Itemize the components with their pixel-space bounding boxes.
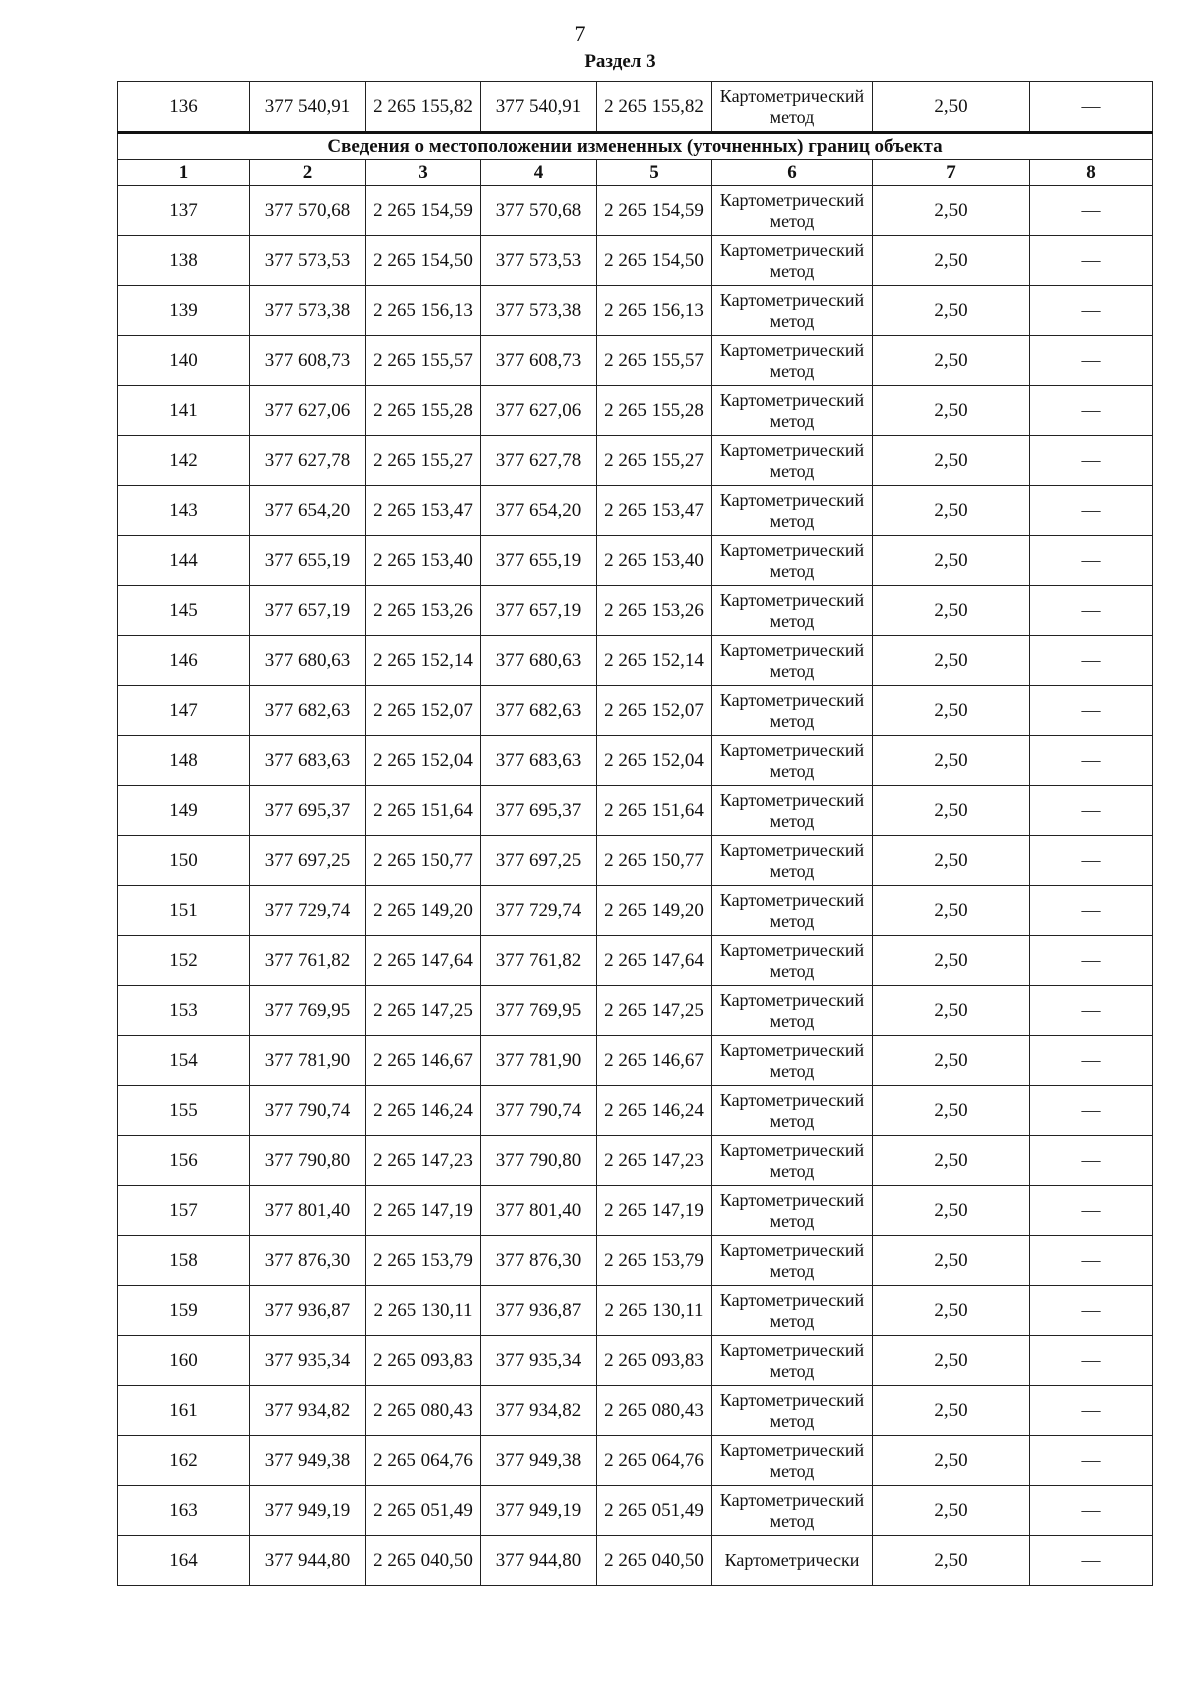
table-caption: Сведения о местоположении измененных (уточненных) границ объекта bbox=[118, 133, 1153, 160]
point-number-cell: 164 bbox=[118, 1536, 250, 1586]
accuracy-cell: 2,50 bbox=[873, 1536, 1030, 1586]
point-number-cell: 162 bbox=[118, 1436, 250, 1486]
x-existing-cell: 377 657,19 bbox=[250, 586, 366, 636]
description-cell: — bbox=[1030, 1136, 1153, 1186]
table-row bbox=[118, 1236, 1153, 1286]
table-row bbox=[118, 886, 1153, 936]
x-refined-cell: 377 801,40 bbox=[481, 1186, 597, 1236]
point-number-cell: 152 bbox=[118, 936, 250, 986]
table-row bbox=[118, 786, 1153, 836]
table-row bbox=[118, 586, 1153, 636]
y-existing-cell: 2 265 149,20 bbox=[366, 886, 481, 936]
point-number-cell: 146 bbox=[118, 636, 250, 686]
accuracy-cell: 2,50 bbox=[873, 736, 1030, 786]
accuracy-cell: 2,50 bbox=[873, 886, 1030, 936]
accuracy-cell: 2,50 bbox=[873, 1486, 1030, 1536]
y-existing-cell: 2 265 154,50 bbox=[366, 236, 481, 286]
point-number-cell: 150 bbox=[118, 836, 250, 886]
y-refined-cell: 2 265 130,11 bbox=[597, 1286, 712, 1336]
x-existing-cell: 377 608,73 bbox=[250, 336, 366, 386]
y-existing-cell: 2 265 153,79 bbox=[366, 1236, 481, 1286]
accuracy-cell: 2,50 bbox=[873, 586, 1030, 636]
description-cell: — bbox=[1030, 836, 1153, 886]
accuracy-cell: 2,50 bbox=[873, 1186, 1030, 1236]
method-cell: Картометрический метод bbox=[712, 836, 873, 886]
description-cell: — bbox=[1030, 786, 1153, 836]
accuracy-cell: 2,50 bbox=[873, 1386, 1030, 1436]
accuracy-cell: 2,50 bbox=[873, 786, 1030, 836]
y-refined-cell: 2 265 147,23 bbox=[597, 1136, 712, 1186]
coordinates-table bbox=[117, 81, 1153, 1586]
y-refined-cell: 2 265 152,07 bbox=[597, 686, 712, 736]
x-existing-cell: 377 949,38 bbox=[250, 1436, 366, 1486]
method-cell: Картометрический метод bbox=[712, 586, 873, 636]
x-refined-cell: 377 657,19 bbox=[481, 586, 597, 636]
method-cell: Картометрический метод bbox=[712, 1486, 873, 1536]
method-cell: Картометрический метод bbox=[712, 82, 873, 133]
accuracy-cell: 2,50 bbox=[873, 82, 1030, 133]
x-existing-cell: 377 876,30 bbox=[250, 1236, 366, 1286]
table-row bbox=[118, 436, 1153, 486]
method-cell: Картометрический метод bbox=[712, 786, 873, 836]
y-refined-cell: 2 265 147,64 bbox=[597, 936, 712, 986]
table-row bbox=[118, 286, 1153, 336]
table-row bbox=[118, 336, 1153, 386]
point-number-cell: 156 bbox=[118, 1136, 250, 1186]
y-existing-cell: 2 265 155,27 bbox=[366, 436, 481, 486]
method-cell: Картометрический метод bbox=[712, 886, 873, 936]
accuracy-cell: 2,50 bbox=[873, 686, 1030, 736]
description-cell: — bbox=[1030, 986, 1153, 1036]
x-refined-cell: 377 790,80 bbox=[481, 1136, 597, 1186]
table-row bbox=[118, 536, 1153, 586]
y-existing-cell: 2 265 156,13 bbox=[366, 286, 481, 336]
x-refined-cell: 377 761,82 bbox=[481, 936, 597, 986]
accuracy-cell: 2,50 bbox=[873, 1336, 1030, 1386]
description-cell: — bbox=[1030, 1536, 1153, 1586]
x-existing-cell: 377 790,74 bbox=[250, 1086, 366, 1136]
y-refined-cell: 2 265 155,28 bbox=[597, 386, 712, 436]
x-existing-cell: 377 761,82 bbox=[250, 936, 366, 986]
y-existing-cell: 2 265 146,67 bbox=[366, 1036, 481, 1086]
y-existing-cell: 2 265 147,25 bbox=[366, 986, 481, 1036]
accuracy-cell: 2,50 bbox=[873, 536, 1030, 586]
table-body bbox=[118, 186, 1153, 1586]
x-existing-cell: 377 627,78 bbox=[250, 436, 366, 486]
x-refined-cell: 377 570,68 bbox=[481, 186, 597, 236]
table-row bbox=[118, 236, 1153, 286]
y-refined-cell: 2 265 147,19 bbox=[597, 1186, 712, 1236]
y-refined-cell: 2 265 154,59 bbox=[597, 186, 712, 236]
y-refined-cell: 2 265 152,14 bbox=[597, 636, 712, 686]
point-number-cell: 138 bbox=[118, 236, 250, 286]
point-number-cell: 144 bbox=[118, 536, 250, 586]
accuracy-cell: 2,50 bbox=[873, 186, 1030, 236]
table-row bbox=[118, 1286, 1153, 1336]
description-cell: — bbox=[1030, 936, 1153, 986]
x-existing-cell: 377 790,80 bbox=[250, 1136, 366, 1186]
accuracy-cell: 2,50 bbox=[873, 1236, 1030, 1286]
description-cell: — bbox=[1030, 236, 1153, 286]
x-existing-cell: 377 573,53 bbox=[250, 236, 366, 286]
x-existing-cell: 377 695,37 bbox=[250, 786, 366, 836]
method-cell: Картометрический метод bbox=[712, 1036, 873, 1086]
y-existing-cell: 2 265 155,28 bbox=[366, 386, 481, 436]
column-number-cell: 6 bbox=[712, 160, 873, 186]
y-existing-cell: 2 265 147,19 bbox=[366, 1186, 481, 1236]
method-cell: Картометрический метод bbox=[712, 186, 873, 236]
table-row bbox=[118, 636, 1153, 686]
x-existing-cell: 377 935,34 bbox=[250, 1336, 366, 1386]
y-refined-cell: 2 265 151,64 bbox=[597, 786, 712, 836]
point-number-cell: 151 bbox=[118, 886, 250, 936]
x-refined-cell: 377 697,25 bbox=[481, 836, 597, 886]
y-refined-cell: 2 265 154,50 bbox=[597, 236, 712, 286]
x-refined-cell: 377 936,87 bbox=[481, 1286, 597, 1336]
y-refined-cell: 2 265 146,24 bbox=[597, 1086, 712, 1136]
table-caption-row bbox=[118, 133, 1153, 160]
accuracy-cell: 2,50 bbox=[873, 486, 1030, 536]
method-cell: Картометрический метод bbox=[712, 1286, 873, 1336]
column-number-cell: 5 bbox=[597, 160, 712, 186]
table-row bbox=[118, 686, 1153, 736]
accuracy-cell: 2,50 bbox=[873, 336, 1030, 386]
x-refined-cell: 377 790,74 bbox=[481, 1086, 597, 1136]
x-existing-cell: 377 573,38 bbox=[250, 286, 366, 336]
accuracy-cell: 2,50 bbox=[873, 1286, 1030, 1336]
description-cell: — bbox=[1030, 1186, 1153, 1236]
accuracy-cell: 2,50 bbox=[873, 1136, 1030, 1186]
description-cell: — bbox=[1030, 686, 1153, 736]
y-existing-cell: 2 265 151,64 bbox=[366, 786, 481, 836]
accuracy-cell: 2,50 bbox=[873, 1086, 1030, 1136]
x-refined-cell: 377 608,73 bbox=[481, 336, 597, 386]
point-number-cell: 141 bbox=[118, 386, 250, 436]
point-number-cell: 157 bbox=[118, 1186, 250, 1236]
x-existing-cell: 377 944,80 bbox=[250, 1536, 366, 1586]
x-refined-cell: 377 729,74 bbox=[481, 886, 597, 936]
point-number-cell: 159 bbox=[118, 1286, 250, 1336]
point-number-cell: 147 bbox=[118, 686, 250, 736]
y-refined-cell: 2 265 147,25 bbox=[597, 986, 712, 1036]
method-cell: Картометрический метод bbox=[712, 1336, 873, 1386]
y-existing-cell: 2 265 150,77 bbox=[366, 836, 481, 886]
point-number-cell: 143 bbox=[118, 486, 250, 536]
x-refined-cell: 377 654,20 bbox=[481, 486, 597, 536]
method-cell: Картометрический метод bbox=[712, 736, 873, 786]
column-number-row bbox=[118, 160, 1153, 186]
method-cell: Картометрический метод bbox=[712, 536, 873, 586]
description-cell: — bbox=[1030, 586, 1153, 636]
x-refined-cell: 377 540,91 bbox=[481, 82, 597, 133]
description-cell: — bbox=[1030, 886, 1153, 936]
table-row bbox=[118, 1536, 1153, 1586]
description-cell: — bbox=[1030, 1336, 1153, 1386]
section-title: Раздел 3 bbox=[584, 51, 656, 72]
method-cell: Картометрический метод bbox=[712, 1136, 873, 1186]
y-refined-cell: 2 265 155,57 bbox=[597, 336, 712, 386]
x-existing-cell: 377 654,20 bbox=[250, 486, 366, 536]
y-existing-cell: 2 265 130,11 bbox=[366, 1286, 481, 1336]
x-refined-cell: 377 627,06 bbox=[481, 386, 597, 436]
accuracy-cell: 2,50 bbox=[873, 1036, 1030, 1086]
method-cell: Картометрический метод bbox=[712, 386, 873, 436]
y-refined-cell: 2 265 093,83 bbox=[597, 1336, 712, 1386]
accuracy-cell: 2,50 bbox=[873, 836, 1030, 886]
accuracy-cell: 2,50 bbox=[873, 636, 1030, 686]
table-row bbox=[118, 1436, 1153, 1486]
point-number-cell: 161 bbox=[118, 1386, 250, 1436]
y-existing-cell: 2 265 152,07 bbox=[366, 686, 481, 736]
method-cell: Картометрический метод bbox=[712, 286, 873, 336]
y-existing-cell: 2 265 152,04 bbox=[366, 736, 481, 786]
point-number-cell: 163 bbox=[118, 1486, 250, 1536]
method-cell: Картометрически bbox=[712, 1536, 873, 1586]
method-cell: Картометрический метод bbox=[712, 986, 873, 1036]
method-cell: Картометрический метод bbox=[712, 1086, 873, 1136]
x-existing-cell: 377 697,25 bbox=[250, 836, 366, 886]
description-cell: — bbox=[1030, 386, 1153, 436]
y-refined-cell: 2 265 051,49 bbox=[597, 1486, 712, 1536]
description-cell: — bbox=[1030, 1436, 1153, 1486]
table-row bbox=[118, 1086, 1153, 1136]
method-cell: Картометрический метод bbox=[712, 936, 873, 986]
y-refined-cell: 2 265 080,43 bbox=[597, 1386, 712, 1436]
y-existing-cell: 2 265 147,64 bbox=[366, 936, 481, 986]
x-refined-cell: 377 683,63 bbox=[481, 736, 597, 786]
method-cell: Картометрический метод bbox=[712, 686, 873, 736]
accuracy-cell: 2,50 bbox=[873, 236, 1030, 286]
x-existing-cell: 377 540,91 bbox=[250, 82, 366, 133]
x-refined-cell: 377 573,53 bbox=[481, 236, 597, 286]
y-refined-cell: 2 265 150,77 bbox=[597, 836, 712, 886]
x-refined-cell: 377 573,38 bbox=[481, 286, 597, 336]
description-cell: — bbox=[1030, 1036, 1153, 1086]
method-cell: Картометрический метод bbox=[712, 1186, 873, 1236]
x-refined-cell: 377 935,34 bbox=[481, 1336, 597, 1386]
method-cell: Картометрический метод bbox=[712, 336, 873, 386]
column-number-cell: 8 bbox=[1030, 160, 1153, 186]
table-heading bbox=[118, 133, 1153, 186]
rows-before-caption bbox=[118, 82, 1153, 133]
x-refined-cell: 377 627,78 bbox=[481, 436, 597, 486]
point-number-cell: 140 bbox=[118, 336, 250, 386]
description-cell: — bbox=[1030, 536, 1153, 586]
accuracy-cell: 2,50 bbox=[873, 436, 1030, 486]
x-refined-cell: 377 944,80 bbox=[481, 1536, 597, 1586]
description-cell: — bbox=[1030, 82, 1153, 133]
description-cell: — bbox=[1030, 1236, 1153, 1286]
y-refined-cell: 2 265 155,27 bbox=[597, 436, 712, 486]
point-number-cell: 154 bbox=[118, 1036, 250, 1086]
x-refined-cell: 377 680,63 bbox=[481, 636, 597, 686]
x-existing-cell: 377 801,40 bbox=[250, 1186, 366, 1236]
y-existing-cell: 2 265 155,82 bbox=[366, 82, 481, 133]
y-refined-cell: 2 265 040,50 bbox=[597, 1536, 712, 1586]
table-row bbox=[118, 986, 1153, 1036]
column-number-cell: 3 bbox=[366, 160, 481, 186]
x-existing-cell: 377 781,90 bbox=[250, 1036, 366, 1086]
accuracy-cell: 2,50 bbox=[873, 386, 1030, 436]
method-cell: Картометрический метод bbox=[712, 1436, 873, 1486]
y-existing-cell: 2 265 064,76 bbox=[366, 1436, 481, 1486]
page-number: 7 bbox=[574, 21, 586, 46]
x-refined-cell: 377 695,37 bbox=[481, 786, 597, 836]
y-existing-cell: 2 265 154,59 bbox=[366, 186, 481, 236]
description-cell: — bbox=[1030, 1286, 1153, 1336]
table-row bbox=[118, 1336, 1153, 1386]
table-row bbox=[118, 1136, 1153, 1186]
point-number-cell: 137 bbox=[118, 186, 250, 236]
method-cell: Картометрический метод bbox=[712, 1236, 873, 1286]
x-existing-cell: 377 934,82 bbox=[250, 1386, 366, 1436]
x-refined-cell: 377 682,63 bbox=[481, 686, 597, 736]
description-cell: — bbox=[1030, 1086, 1153, 1136]
description-cell: — bbox=[1030, 286, 1153, 336]
column-number-cell: 7 bbox=[873, 160, 1030, 186]
y-refined-cell: 2 265 156,13 bbox=[597, 286, 712, 336]
x-existing-cell: 377 683,63 bbox=[250, 736, 366, 786]
point-number-cell: 158 bbox=[118, 1236, 250, 1286]
accuracy-cell: 2,50 bbox=[873, 1436, 1030, 1486]
x-existing-cell: 377 570,68 bbox=[250, 186, 366, 236]
y-existing-cell: 2 265 153,40 bbox=[366, 536, 481, 586]
y-refined-cell: 2 265 153,26 bbox=[597, 586, 712, 636]
x-existing-cell: 377 655,19 bbox=[250, 536, 366, 586]
description-cell: — bbox=[1030, 336, 1153, 386]
x-existing-cell: 377 949,19 bbox=[250, 1486, 366, 1536]
y-existing-cell: 2 265 040,50 bbox=[366, 1536, 481, 1586]
description-cell: — bbox=[1030, 1486, 1153, 1536]
y-refined-cell: 2 265 146,67 bbox=[597, 1036, 712, 1086]
table-row bbox=[118, 836, 1153, 886]
table-row bbox=[118, 1186, 1153, 1236]
x-refined-cell: 377 949,38 bbox=[481, 1436, 597, 1486]
description-cell: — bbox=[1030, 436, 1153, 486]
description-cell: — bbox=[1030, 486, 1153, 536]
table-row bbox=[118, 486, 1153, 536]
table-row bbox=[118, 1036, 1153, 1086]
x-refined-cell: 377 934,82 bbox=[481, 1386, 597, 1436]
point-number-cell: 153 bbox=[118, 986, 250, 1036]
table-row bbox=[118, 736, 1153, 786]
table-row bbox=[118, 936, 1153, 986]
table-row bbox=[118, 82, 1153, 133]
y-existing-cell: 2 265 153,26 bbox=[366, 586, 481, 636]
y-existing-cell: 2 265 153,47 bbox=[366, 486, 481, 536]
method-cell: Картометрический метод bbox=[712, 636, 873, 686]
table-row bbox=[118, 386, 1153, 436]
point-number-cell: 145 bbox=[118, 586, 250, 636]
y-existing-cell: 2 265 155,57 bbox=[366, 336, 481, 386]
y-existing-cell: 2 265 147,23 bbox=[366, 1136, 481, 1186]
point-number-cell: 136 bbox=[118, 82, 250, 133]
y-refined-cell: 2 265 152,04 bbox=[597, 736, 712, 786]
y-existing-cell: 2 265 080,43 bbox=[366, 1386, 481, 1436]
point-number-cell: 142 bbox=[118, 436, 250, 486]
x-refined-cell: 377 769,95 bbox=[481, 986, 597, 1036]
x-existing-cell: 377 769,95 bbox=[250, 986, 366, 1036]
method-cell: Картометрический метод bbox=[712, 486, 873, 536]
method-cell: Картометрический метод bbox=[712, 1386, 873, 1436]
point-number-cell: 139 bbox=[118, 286, 250, 336]
table-row bbox=[118, 1486, 1153, 1536]
y-refined-cell: 2 265 149,20 bbox=[597, 886, 712, 936]
x-existing-cell: 377 627,06 bbox=[250, 386, 366, 436]
y-refined-cell: 2 265 064,76 bbox=[597, 1436, 712, 1486]
accuracy-cell: 2,50 bbox=[873, 286, 1030, 336]
y-refined-cell: 2 265 153,47 bbox=[597, 486, 712, 536]
description-cell: — bbox=[1030, 1386, 1153, 1436]
x-refined-cell: 377 949,19 bbox=[481, 1486, 597, 1536]
point-number-cell: 155 bbox=[118, 1086, 250, 1136]
y-refined-cell: 2 265 153,40 bbox=[597, 536, 712, 586]
y-existing-cell: 2 265 152,14 bbox=[366, 636, 481, 686]
column-number-cell: 4 bbox=[481, 160, 597, 186]
table-row bbox=[118, 186, 1153, 236]
x-existing-cell: 377 682,63 bbox=[250, 686, 366, 736]
y-existing-cell: 2 265 051,49 bbox=[366, 1486, 481, 1536]
point-number-cell: 148 bbox=[118, 736, 250, 786]
x-existing-cell: 377 936,87 bbox=[250, 1286, 366, 1336]
x-refined-cell: 377 655,19 bbox=[481, 536, 597, 586]
point-number-cell: 149 bbox=[118, 786, 250, 836]
description-cell: — bbox=[1030, 186, 1153, 236]
x-existing-cell: 377 729,74 bbox=[250, 886, 366, 936]
point-number-cell: 160 bbox=[118, 1336, 250, 1386]
y-existing-cell: 2 265 146,24 bbox=[366, 1086, 481, 1136]
description-cell: — bbox=[1030, 636, 1153, 686]
column-number-cell: 2 bbox=[250, 160, 366, 186]
y-refined-cell: 2 265 153,79 bbox=[597, 1236, 712, 1286]
method-cell: Картометрический метод bbox=[712, 236, 873, 286]
x-refined-cell: 377 876,30 bbox=[481, 1236, 597, 1286]
accuracy-cell: 2,50 bbox=[873, 986, 1030, 1036]
column-number-cell: 1 bbox=[118, 160, 250, 186]
y-refined-cell: 2 265 155,82 bbox=[597, 82, 712, 133]
method-cell: Картометрический метод bbox=[712, 436, 873, 486]
table-row bbox=[118, 1386, 1153, 1436]
x-existing-cell: 377 680,63 bbox=[250, 636, 366, 686]
x-refined-cell: 377 781,90 bbox=[481, 1036, 597, 1086]
y-existing-cell: 2 265 093,83 bbox=[366, 1336, 481, 1386]
description-cell: — bbox=[1030, 736, 1153, 786]
accuracy-cell: 2,50 bbox=[873, 936, 1030, 986]
